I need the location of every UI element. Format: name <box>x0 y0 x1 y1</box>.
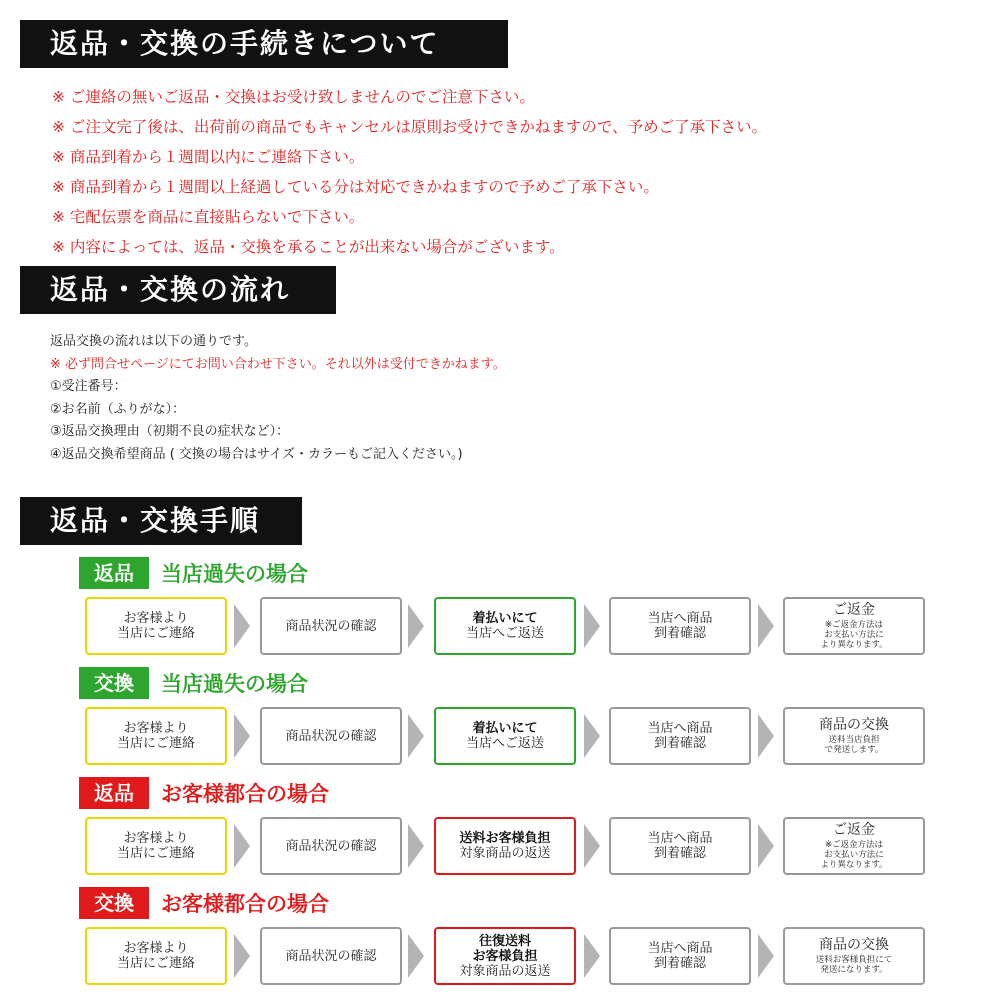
notice-item: ※ 宅配伝票を商品に直接貼らないで下さい。 <box>52 208 365 226</box>
arrow-right-icon <box>408 604 424 648</box>
step-line: 当店にご連絡 <box>116 846 195 861</box>
section-header-return-procedure: 返品・交換の手続きについて <box>20 20 508 68</box>
step-line: 商品状況の確認 <box>285 618 377 634</box>
step-line: 当店へ商品 <box>647 611 713 626</box>
step-note: で発送します。 <box>824 744 884 755</box>
step-note: より異なります。 <box>820 639 888 650</box>
step-arrival <box>609 707 751 765</box>
step-contact <box>85 927 227 985</box>
step-line: ご返金 <box>833 601 875 618</box>
arrow-right-icon <box>584 934 600 978</box>
step-line: 当店へ商品 <box>647 941 713 956</box>
case-title: 当店過失の場合 <box>161 672 308 696</box>
case-heading <box>79 777 329 809</box>
step-line: 当店へ商品 <box>647 831 713 846</box>
arrow-right-icon <box>234 604 250 648</box>
step-line: 商品の交換 <box>819 716 889 733</box>
case-heading <box>79 557 308 589</box>
step-line: 当店にご連絡 <box>116 956 195 971</box>
step-ship-back <box>434 707 576 765</box>
step-refund <box>783 597 925 655</box>
arrow-right-icon <box>758 934 774 978</box>
step-line: 到着確認 <box>653 846 706 861</box>
arrow-right-icon <box>758 714 774 758</box>
step-line-bold: 着払いにて <box>472 611 538 626</box>
flow-item-desired-product: ④返品交換希望商品 ( 交換の場合はサイズ・カラーもご記入ください。) <box>50 446 463 462</box>
step-ship-back <box>434 597 576 655</box>
notice-list <box>52 86 767 266</box>
step-note: お支払い方法に <box>824 849 884 860</box>
step-flow <box>0 597 1000 655</box>
step-line: お客様より <box>123 611 189 626</box>
flow-item-order-number: ①受注番号： <box>50 379 127 394</box>
step-ship-back <box>434 817 576 875</box>
case-tag: 返品 <box>79 777 149 809</box>
step-line: 当店にご連絡 <box>116 626 195 641</box>
section-header-return-flow: 返品・交換の流れ <box>20 266 336 314</box>
step-refund <box>783 817 925 875</box>
step-arrival <box>609 927 751 985</box>
step-line: お客様より <box>123 941 189 956</box>
step-flow <box>0 927 1000 985</box>
step-line: 当店へご返送 <box>465 736 544 751</box>
step-line: 到着確認 <box>653 736 706 751</box>
arrow-right-icon <box>234 714 250 758</box>
step-exchange <box>783 927 925 985</box>
step-line: 到着確認 <box>653 626 706 641</box>
step-note: より異なります。 <box>820 859 888 870</box>
step-contact <box>85 817 227 875</box>
flow-instructions <box>50 333 506 468</box>
arrow-right-icon <box>758 604 774 648</box>
step-exchange <box>783 707 925 765</box>
step-check <box>260 817 402 875</box>
arrow-right-icon <box>408 714 424 758</box>
step-line: 商品状況の確認 <box>285 948 377 964</box>
case-title: 当店過失の場合 <box>161 562 308 586</box>
flow-item-reason: ③返品交換理由（初期不良の症状など）： <box>50 424 290 439</box>
arrow-right-icon <box>234 934 250 978</box>
step-note: 送料お客様負担にて <box>815 954 893 965</box>
step-line: 商品状況の確認 <box>285 728 377 744</box>
case-heading <box>79 887 329 919</box>
case-heading <box>79 667 308 699</box>
step-line: 対象商品の返送 <box>459 846 551 861</box>
step-line-bold: 往復送料 <box>478 933 531 949</box>
step-flow <box>0 817 1000 875</box>
step-ship-back <box>434 927 576 985</box>
step-line: 当店へ商品 <box>647 721 713 736</box>
case-title: お客様都合の場合 <box>161 782 329 806</box>
step-line: 商品状況の確認 <box>285 838 377 854</box>
step-line-bold: 送料お客様負担 <box>459 831 551 846</box>
arrow-right-icon <box>234 824 250 868</box>
step-line: 当店にご連絡 <box>116 736 195 751</box>
step-note: ※ご返金方法は <box>824 619 884 630</box>
step-note: 発送になります。 <box>820 964 888 975</box>
step-arrival <box>609 817 751 875</box>
arrow-right-icon <box>408 824 424 868</box>
case-tag: 返品 <box>79 557 149 589</box>
step-note: 送料当店負担 <box>828 734 880 745</box>
step-line: 商品の交換 <box>819 936 889 953</box>
notice-item: ※ 商品到着から１週間以上経過している分は対応できかねますので予めご了承下さい。 <box>52 178 659 196</box>
step-check <box>260 927 402 985</box>
arrow-right-icon <box>584 824 600 868</box>
section-header-return-steps: 返品・交換手順 <box>20 497 302 545</box>
notice-item: ※ 内容によっては、返品・交換を承ることが出来ない場合がございます。 <box>52 238 565 256</box>
step-arrival <box>609 597 751 655</box>
step-line: お客様より <box>123 721 189 736</box>
step-line: ご返金 <box>833 821 875 838</box>
arrow-right-icon <box>408 934 424 978</box>
step-check <box>260 597 402 655</box>
step-check <box>260 707 402 765</box>
notice-item: ※ ご連絡の無いご返品・交換はお受け致しませんのでご注意下さい。 <box>52 88 535 106</box>
step-line: お客様より <box>123 831 189 846</box>
arrow-right-icon <box>758 824 774 868</box>
notice-item: ※ 商品到着から１週間以内にご連絡下さい。 <box>52 148 365 166</box>
step-contact <box>85 707 227 765</box>
flow-intro: 返品交換の流れは以下の通りです。 <box>50 334 257 349</box>
step-contact <box>85 597 227 655</box>
step-flow <box>0 707 1000 765</box>
step-note: お支払い方法に <box>824 629 884 640</box>
flow-item-name: ②お名前（ふりがな）： <box>50 401 186 417</box>
case-tag: 交換 <box>79 887 149 919</box>
arrow-right-icon <box>584 714 600 758</box>
step-note: ※ご返金方法は <box>824 839 884 850</box>
case-tag: 交換 <box>79 667 149 699</box>
step-line: 対象商品の返送 <box>459 963 551 979</box>
step-line-bold: 着払いにて <box>472 721 538 736</box>
notice-item: ※ ご注文完了後は、出荷前の商品でもキャンセルは原則お受けできかねますので、予めご了承下さい。 <box>52 118 768 136</box>
step-line: 到着確認 <box>653 956 706 971</box>
flow-warning: ※ 必ず問合せページにてお問い合わせ下さい。それ以外は受付できかねます。 <box>50 356 506 372</box>
arrow-right-icon <box>584 604 600 648</box>
case-title: お客様都合の場合 <box>161 892 329 916</box>
step-line-bold: お客様負担 <box>472 948 538 964</box>
step-line: 当店へご返送 <box>465 626 544 641</box>
